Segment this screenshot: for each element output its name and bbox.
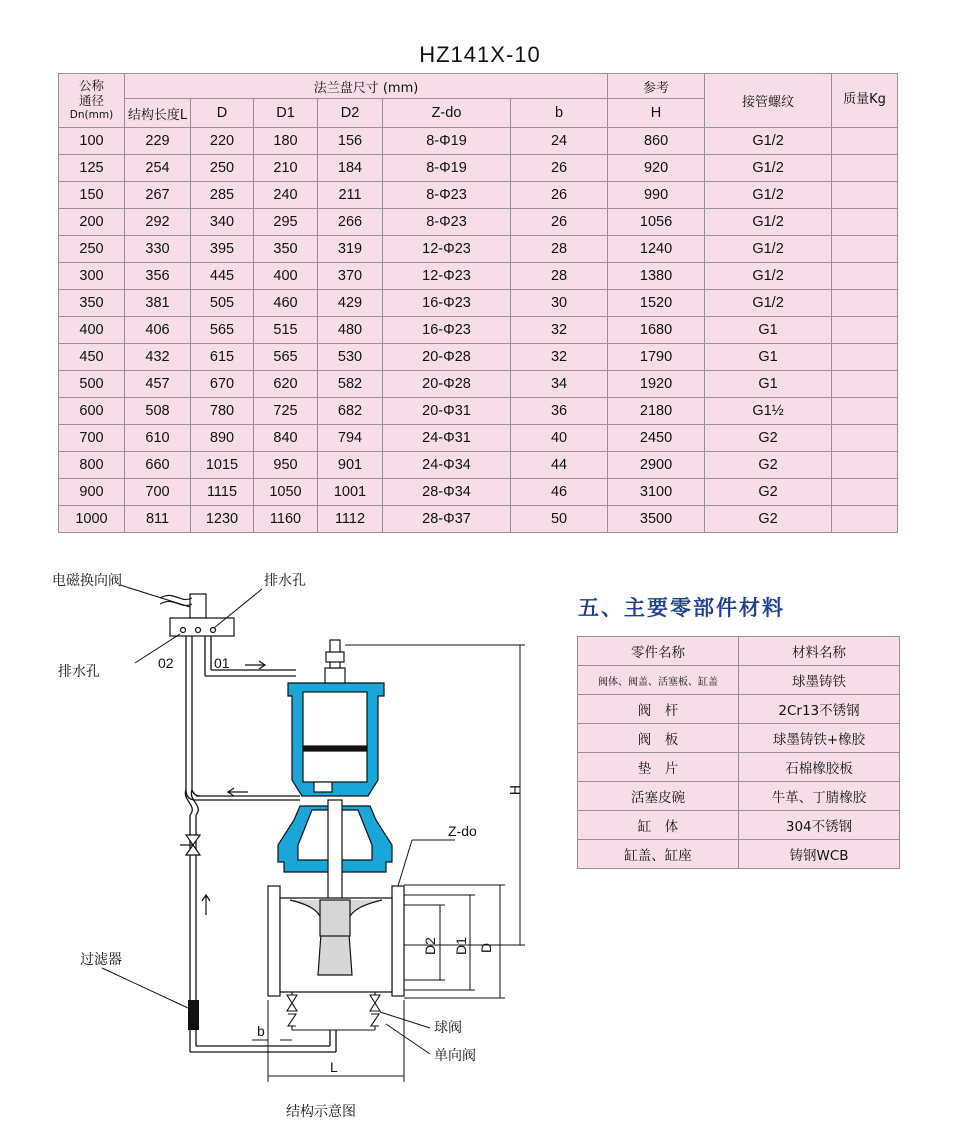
spec-cell: 660 — [125, 452, 191, 479]
d-label: D — [478, 942, 494, 953]
materials-row — [578, 840, 900, 869]
spec-cell: G1½ — [705, 398, 832, 425]
spec-cell: 2900 — [608, 452, 705, 479]
spec-cell: 725 — [254, 398, 318, 425]
spec-row — [59, 479, 898, 506]
spec-cell: 530 — [318, 344, 383, 371]
materials-row — [578, 782, 900, 811]
spec-cell — [832, 344, 898, 371]
spec-cell: 460 — [254, 290, 318, 317]
spec-cell — [832, 506, 898, 533]
spec-row — [59, 398, 898, 425]
spec-table-body — [59, 128, 898, 533]
spec-cell — [832, 317, 898, 344]
spec-cell: 1115 — [191, 479, 254, 506]
spec-cell: 32 — [511, 317, 608, 344]
spec-cell: 1112 — [318, 506, 383, 533]
spec-cell: G1/2 — [705, 182, 832, 209]
spec-cell — [832, 398, 898, 425]
b-label: b — [257, 1023, 265, 1039]
spec-cell: G2 — [705, 425, 832, 452]
spec-cell: 319 — [318, 236, 383, 263]
part-name-cell: 缸盖、缸座 — [578, 840, 739, 869]
spec-cell: 370 — [318, 263, 383, 290]
spec-cell: 20-Φ28 — [383, 371, 511, 398]
spec-cell — [832, 182, 898, 209]
materials-row — [578, 811, 900, 840]
spec-cell: 406 — [125, 317, 191, 344]
materials-row — [578, 753, 900, 782]
header-d2: D2 — [318, 99, 383, 128]
spec-row — [59, 128, 898, 155]
page-title: HZ141X-10 — [419, 42, 541, 67]
drain-hole-left-label: 排水孔 — [58, 664, 100, 680]
spec-cell: 229 — [125, 128, 191, 155]
d1-label: D1 — [453, 937, 469, 955]
spec-cell: 285 — [191, 182, 254, 209]
spec-cell: 890 — [191, 425, 254, 452]
part-name-cell: 阀 杆 — [578, 695, 739, 724]
spec-cell: 950 — [254, 452, 318, 479]
spec-cell: 450 — [59, 344, 125, 371]
spec-cell: 36 — [511, 398, 608, 425]
header-d: D — [191, 99, 254, 128]
spec-cell: 1230 — [191, 506, 254, 533]
spec-cell — [832, 371, 898, 398]
spec-cell: 615 — [191, 344, 254, 371]
spec-cell: 3500 — [608, 506, 705, 533]
spec-cell: 700 — [59, 425, 125, 452]
flow-arrows — [202, 661, 265, 915]
materials-row — [578, 695, 900, 724]
filter-label: 过滤器 — [80, 952, 122, 968]
spec-cell: 250 — [191, 155, 254, 182]
spec-cell: 600 — [59, 398, 125, 425]
spec-cell: 900 — [59, 479, 125, 506]
spec-cell: 26 — [511, 182, 608, 209]
material-name-cell: 2Cr13不锈钢 — [739, 695, 900, 724]
valve-body — [268, 640, 404, 996]
solenoid-valve-label: 电磁换向阀 — [52, 573, 122, 589]
filter-icon — [188, 1000, 199, 1030]
spec-cell: G1 — [705, 317, 832, 344]
header-length: 结构长度L — [125, 99, 191, 128]
materials-row — [578, 666, 900, 695]
spec-cell: 210 — [254, 155, 318, 182]
spec-cell: 565 — [191, 317, 254, 344]
spec-row — [59, 182, 898, 209]
part-name-cell: 阀 板 — [578, 724, 739, 753]
spec-cell: 860 — [608, 128, 705, 155]
spec-cell — [832, 209, 898, 236]
material-name-cell: 球墨铸铁 — [739, 666, 900, 695]
spec-cell: G1 — [705, 371, 832, 398]
spec-cell: 1056 — [608, 209, 705, 236]
structure-diagram — [0, 560, 560, 1128]
material-name-cell: 石棉橡胶板 — [739, 753, 900, 782]
spec-cell: 457 — [125, 371, 191, 398]
spec-cell: 395 — [191, 236, 254, 263]
spec-row — [59, 290, 898, 317]
spec-cell: 184 — [318, 155, 383, 182]
spec-cell: 920 — [608, 155, 705, 182]
material-name-cell: 牛革、丁腈橡胶 — [739, 782, 900, 811]
spec-cell: 340 — [191, 209, 254, 236]
spec-cell: G1/2 — [705, 209, 832, 236]
header-thread: 接管螺纹 — [705, 74, 832, 128]
solenoid-valve-icon — [160, 594, 234, 636]
header-h: H — [608, 99, 705, 128]
spec-cell: 794 — [318, 425, 383, 452]
spec-cell: G1/2 — [705, 236, 832, 263]
spec-cell: 670 — [191, 371, 254, 398]
spec-cell: 1001 — [318, 479, 383, 506]
spec-cell: 24 — [511, 128, 608, 155]
materials-section-title: 五、主要零部件材料 — [578, 596, 785, 620]
spec-cell: 40 — [511, 425, 608, 452]
spec-cell: 1015 — [191, 452, 254, 479]
spec-cell: G1/2 — [705, 155, 832, 182]
part-name-cell: 活塞皮碗 — [578, 782, 739, 811]
spec-cell: 901 — [318, 452, 383, 479]
spec-cell — [832, 479, 898, 506]
spec-cell: 12-Φ23 — [383, 263, 511, 290]
part-name-cell: 缸 体 — [578, 811, 739, 840]
spec-cell: 50 — [511, 506, 608, 533]
spec-cell: 266 — [318, 209, 383, 236]
spec-cell: 505 — [191, 290, 254, 317]
port-02-label: 02 — [158, 655, 174, 671]
spec-cell: 46 — [511, 479, 608, 506]
spec-cell: 8-Φ23 — [383, 182, 511, 209]
spec-cell: 515 — [254, 317, 318, 344]
materials-table — [577, 636, 900, 869]
spec-cell: 267 — [125, 182, 191, 209]
spec-cell: 254 — [125, 155, 191, 182]
spec-cell — [832, 263, 898, 290]
ball-valve-label: 球阀 — [434, 1020, 462, 1036]
spec-cell: 30 — [511, 290, 608, 317]
header-flange: 法兰盘尺寸 (mm) — [125, 74, 608, 99]
spec-cell: 445 — [191, 263, 254, 290]
spec-row — [59, 263, 898, 290]
spec-cell: 330 — [125, 236, 191, 263]
spec-table — [58, 73, 898, 533]
spec-cell: G1 — [705, 344, 832, 371]
spec-cell: 250 — [59, 236, 125, 263]
spec-cell — [832, 452, 898, 479]
spec-cell: 34 — [511, 371, 608, 398]
spec-row — [59, 452, 898, 479]
spec-cell: G1/2 — [705, 290, 832, 317]
spec-cell: 2450 — [608, 425, 705, 452]
spec-cell: 300 — [59, 263, 125, 290]
spec-cell: 400 — [254, 263, 318, 290]
spec-cell: 1790 — [608, 344, 705, 371]
spec-cell: 565 — [254, 344, 318, 371]
spec-row — [59, 371, 898, 398]
spec-cell: 28-Φ37 — [383, 506, 511, 533]
material-name-cell: 铸钢WCB — [739, 840, 900, 869]
needle-valve-icon — [180, 835, 200, 855]
spec-cell: 20-Φ31 — [383, 398, 511, 425]
spec-cell: 990 — [608, 182, 705, 209]
spec-cell: 26 — [511, 209, 608, 236]
spec-cell: 292 — [125, 209, 191, 236]
spec-cell: 508 — [125, 398, 191, 425]
spec-cell: 28 — [511, 236, 608, 263]
spec-cell: 480 — [318, 317, 383, 344]
materials-header-part: 零件名称 — [578, 637, 739, 666]
spec-cell: 1160 — [254, 506, 318, 533]
spec-cell: 1000 — [59, 506, 125, 533]
spec-row — [59, 344, 898, 371]
spec-cell: 295 — [254, 209, 318, 236]
spec-cell: G2 — [705, 506, 832, 533]
spec-cell: 840 — [254, 425, 318, 452]
spec-cell: 1050 — [254, 479, 318, 506]
spec-cell — [832, 236, 898, 263]
header-d1: D1 — [254, 99, 318, 128]
spec-cell: 32 — [511, 344, 608, 371]
spec-cell: 1380 — [608, 263, 705, 290]
spec-cell: 2180 — [608, 398, 705, 425]
spec-row — [59, 209, 898, 236]
spec-cell: G1/2 — [705, 128, 832, 155]
header-weight: 质量Kg — [832, 74, 898, 128]
spec-cell: 620 — [254, 371, 318, 398]
material-name-cell: 球墨铸铁+橡胶 — [739, 724, 900, 753]
spec-cell: 220 — [191, 128, 254, 155]
spec-cell: 28-Φ34 — [383, 479, 511, 506]
spec-cell: 8-Φ19 — [383, 155, 511, 182]
spec-cell: 582 — [318, 371, 383, 398]
header-dn: 公称 通径 Dn(mm) — [59, 74, 125, 128]
spec-cell: 381 — [125, 290, 191, 317]
spec-cell: 700 — [125, 479, 191, 506]
spec-row — [59, 155, 898, 182]
zdo-label: Z-do — [448, 823, 477, 839]
spec-cell: 26 — [511, 155, 608, 182]
spec-cell — [832, 128, 898, 155]
spec-cell: 1520 — [608, 290, 705, 317]
spec-cell: 16-Φ23 — [383, 290, 511, 317]
spec-cell: 1680 — [608, 317, 705, 344]
spec-cell: 8-Φ23 — [383, 209, 511, 236]
part-name-cell: 垫 片 — [578, 753, 739, 782]
check-valve-label: 单向阀 — [434, 1048, 476, 1064]
l-label: L — [330, 1059, 338, 1075]
spec-cell: 3100 — [608, 479, 705, 506]
d2-label: D2 — [422, 937, 438, 955]
ball-check-valves-icon — [287, 992, 380, 1030]
spec-cell: G2 — [705, 452, 832, 479]
spec-cell: 429 — [318, 290, 383, 317]
spec-cell: 16-Φ23 — [383, 317, 511, 344]
spec-cell: 180 — [254, 128, 318, 155]
spec-cell: 200 — [59, 209, 125, 236]
spec-row — [59, 317, 898, 344]
spec-cell — [832, 425, 898, 452]
spec-cell: 211 — [318, 182, 383, 209]
spec-row — [59, 425, 898, 452]
spec-cell: 156 — [318, 128, 383, 155]
part-name-cell: 阀体、阀盖、活塞板、缸盖 — [578, 666, 739, 695]
spec-cell: 1240 — [608, 236, 705, 263]
spec-cell: 150 — [59, 182, 125, 209]
spec-cell: 682 — [318, 398, 383, 425]
spec-row — [59, 236, 898, 263]
spec-cell: 28 — [511, 263, 608, 290]
height-h-label: H — [507, 785, 523, 796]
spec-cell: 400 — [59, 317, 125, 344]
spec-cell: 12-Φ23 — [383, 236, 511, 263]
port-01-label: 01 — [214, 655, 230, 671]
spec-cell — [832, 155, 898, 182]
spec-cell: 8-Φ19 — [383, 128, 511, 155]
spec-cell: 610 — [125, 425, 191, 452]
spec-cell: 240 — [254, 182, 318, 209]
spec-cell: 780 — [191, 398, 254, 425]
spec-cell: 1920 — [608, 371, 705, 398]
diagram-caption: 结构示意图 — [286, 1104, 356, 1120]
spec-cell: 20-Φ28 — [383, 344, 511, 371]
spec-cell: 44 — [511, 452, 608, 479]
materials-table-body — [578, 666, 900, 869]
drain-hole-right-label: 排水孔 — [264, 573, 306, 589]
spec-cell: 24-Φ34 — [383, 452, 511, 479]
spec-cell: 125 — [59, 155, 125, 182]
header-zdo: Z-do — [383, 99, 511, 128]
header-reference: 参考 — [608, 74, 705, 99]
materials-row — [578, 724, 900, 753]
spec-cell: 350 — [254, 236, 318, 263]
spec-cell: 811 — [125, 506, 191, 533]
spec-cell: 800 — [59, 452, 125, 479]
spec-cell: 24-Φ31 — [383, 425, 511, 452]
header-b: b — [511, 99, 608, 128]
spec-cell: G2 — [705, 479, 832, 506]
spec-cell — [832, 290, 898, 317]
spec-row — [59, 506, 898, 533]
spec-cell: 500 — [59, 371, 125, 398]
materials-header-material: 材料名称 — [739, 637, 900, 666]
material-name-cell: 304不锈钢 — [739, 811, 900, 840]
spec-cell: 350 — [59, 290, 125, 317]
spec-cell: 432 — [125, 344, 191, 371]
spec-cell: G1/2 — [705, 263, 832, 290]
spec-cell: 356 — [125, 263, 191, 290]
spec-cell: 100 — [59, 128, 125, 155]
